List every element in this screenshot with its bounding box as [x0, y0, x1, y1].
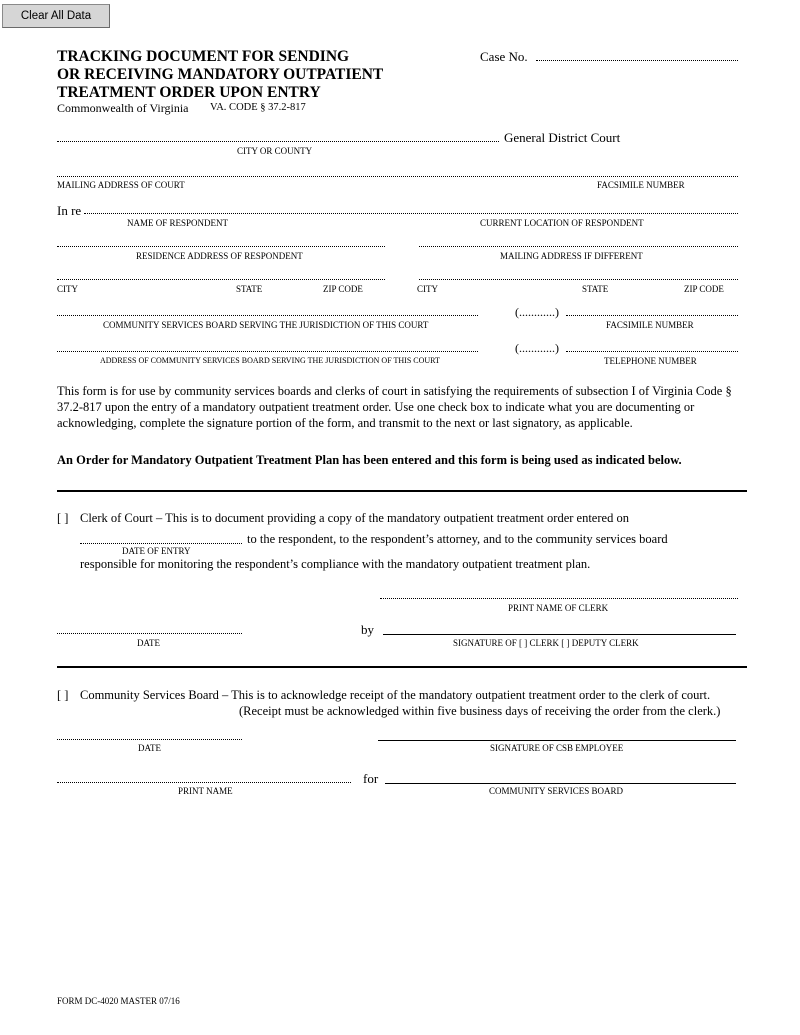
csb-fax-area-code[interactable]: (............): [515, 305, 559, 319]
court-mailing-address-caption: MAILING ADDRESS OF COURT: [57, 180, 185, 190]
csb-signature-field[interactable]: [378, 740, 736, 741]
csb-board-caption: COMMUNITY SERVICES BOARD: [489, 786, 623, 796]
court-fax-caption: FACSIMILE NUMBER: [597, 180, 685, 190]
csb-address-caption: ADDRESS OF COMMUNITY SERVICES BOARD SERVING THE JURISDICTION OF THIS COURT: [100, 356, 440, 365]
csb-date-field[interactable]: [57, 739, 242, 740]
csb-name-caption: COMMUNITY SERVICES BOARD SERVING THE JURISDICTION OF THIS COURT: [103, 320, 429, 330]
court-city-field[interactable]: [57, 141, 499, 142]
csb-date-caption: DATE: [138, 743, 161, 753]
date-of-entry-caption: DATE OF ENTRY: [122, 546, 191, 556]
in-re-label: In re: [57, 203, 82, 218]
for-label: for: [363, 771, 379, 786]
case-no-label: Case No.: [480, 49, 528, 64]
form-title-line-3: TREATMENT ORDER UPON ENTRY: [57, 84, 321, 101]
section-divider-1: [57, 490, 747, 492]
mailing-zip-caption: ZIP CODE: [684, 284, 724, 294]
clerk-print-name-caption: PRINT NAME OF CLERK: [508, 603, 609, 613]
csb-fax-field[interactable]: [566, 315, 738, 316]
respondent-mailing-field[interactable]: [419, 246, 738, 247]
clerk-checkbox[interactable]: [ ]: [57, 511, 69, 525]
csb-board-field[interactable]: [385, 783, 736, 784]
csb-signature-caption: SIGNATURE OF CSB EMPLOYEE: [490, 743, 624, 753]
city-caption: CITY: [57, 284, 78, 294]
clerk-signature-caption: SIGNATURE OF [ ] CLERK [ ] DEPUTY CLERK: [453, 638, 639, 648]
respondent-residence-field[interactable]: [57, 246, 385, 247]
clear-all-data-button[interactable]: Clear All Data: [2, 4, 110, 28]
csb-phone-caption: TELEPHONE NUMBER: [604, 356, 697, 366]
csb-phone-field[interactable]: [566, 351, 738, 352]
case-no-field[interactable]: [536, 60, 738, 61]
csb-print-name-field[interactable]: [57, 782, 351, 783]
instructions-paragraph: This form is for use by community services boards and clerks of court in satisfying the requirements of subsection I of Virginia Code § 37.2-817 upon the entry of a mandatory outpatient treatment order. Use one check box to indicate what you are documenting or acknowledging, complete the signature portion of the form, and transmit to the next or last signatory, as applicable.: [57, 384, 732, 430]
mailing-state-caption: STATE: [582, 284, 609, 294]
clerk-statement-line-3: responsible for monitoring the respondent’s compliance with the mandatory outpatient treatment plan.: [80, 557, 591, 571]
mailing-city-caption: CITY: [417, 284, 438, 294]
csb-fax-caption: FACSIMILE NUMBER: [606, 320, 694, 330]
va-code-label: VA. CODE § 37.2-817: [210, 102, 306, 113]
clerk-statement-line-2: to the respondent, to the respondent’s attorney, and to the community services board: [247, 532, 668, 546]
zip-caption: ZIP CODE: [323, 284, 363, 294]
state-caption: STATE: [236, 284, 263, 294]
csb-address-field[interactable]: [57, 351, 478, 352]
csb-name-field[interactable]: [57, 315, 478, 316]
form-title-line-1: TRACKING DOCUMENT FOR SENDING: [57, 48, 350, 65]
order-statement: An Order for Mandatory Outpatient Treatment Plan has been entered and this form is being used as indicated below.: [57, 453, 682, 467]
csb-statement-line-2: (Receipt must be acknowledged within five business days of receiving the order from the clerk.): [239, 704, 721, 718]
city-or-county-caption: CITY OR COUNTY: [237, 146, 313, 156]
form-title-line-2: OR RECEIVING MANDATORY OUTPATIENT: [57, 66, 384, 83]
residence-address-caption: RESIDENCE ADDRESS OF RESPONDENT: [136, 251, 303, 261]
csb-print-name-caption: PRINT NAME: [178, 786, 233, 796]
jurisdiction-label: Commonwealth of Virginia: [57, 101, 189, 115]
csb-phone-area-code[interactable]: (............): [515, 341, 559, 355]
by-label: by: [361, 622, 374, 637]
respondent-name-caption: NAME OF RESPONDENT: [127, 218, 229, 228]
clerk-date-field[interactable]: [57, 633, 242, 634]
csb-statement-line-1: Community Services Board – This is to acknowledge receipt of the mandatory outpatient treatment order to the clerk of court.: [80, 688, 711, 702]
mailing-city-state-zip-field[interactable]: [419, 279, 738, 280]
respondent-location-caption: CURRENT LOCATION OF RESPONDENT: [480, 218, 644, 228]
general-district-court-label: General District Court: [504, 130, 621, 145]
clerk-date-caption: DATE: [137, 638, 160, 648]
clerk-signature-field[interactable]: [383, 634, 736, 635]
csb-checkbox[interactable]: [ ]: [57, 688, 69, 702]
clerk-print-name-field[interactable]: [380, 598, 738, 599]
mailing-if-different-caption: MAILING ADDRESS IF DIFFERENT: [500, 251, 643, 261]
clerk-statement-line-1: Clerk of Court – This is to document providing a copy of the mandatory outpatient treatment order entered on: [80, 511, 629, 525]
respondent-name-field[interactable]: [84, 213, 738, 214]
date-of-entry-field[interactable]: [80, 543, 242, 544]
respondent-city-state-zip-field[interactable]: [57, 279, 385, 280]
form-id-footer: FORM DC-4020 MASTER 07/16: [57, 996, 180, 1006]
section-divider-2: [57, 666, 747, 668]
court-mailing-address-field[interactable]: [57, 176, 738, 177]
